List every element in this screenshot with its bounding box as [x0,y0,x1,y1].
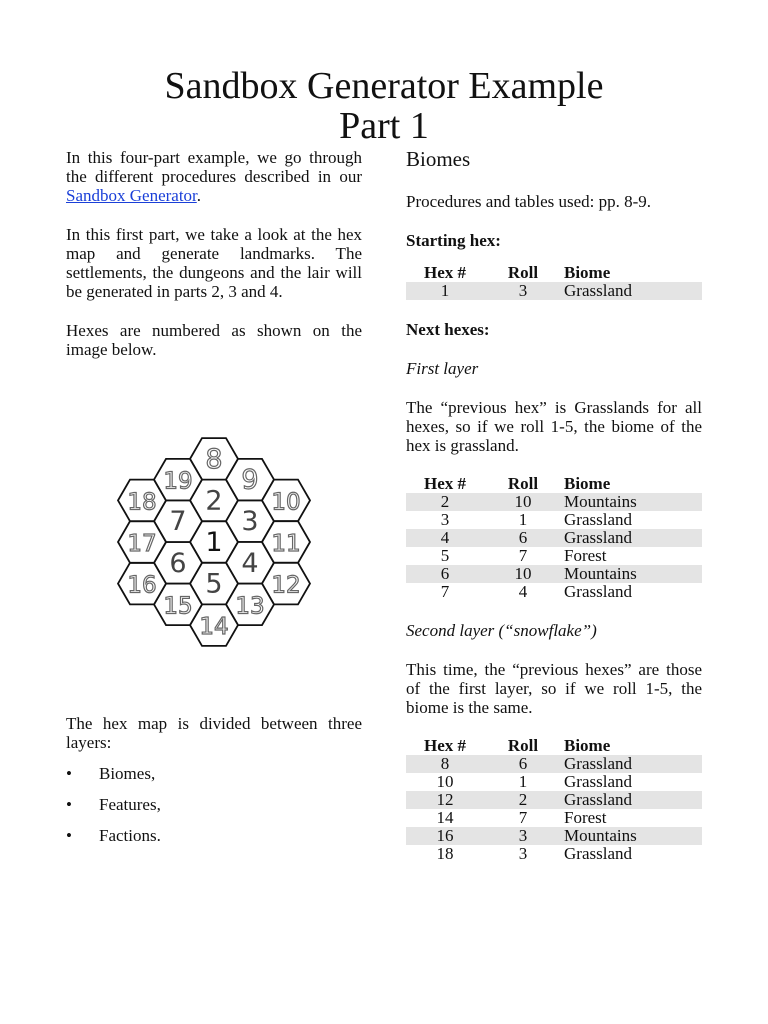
table-cell: 7 [518,546,528,565]
table-row [406,791,702,809]
table-cell: Forest [564,808,607,827]
page-title [0,66,768,146]
table-header-row [406,737,702,755]
table-cell: 10 [484,565,562,583]
table-cell: Grassland [562,282,702,300]
first-layer-text: The “previous hex” is Grasslands for all hexes, so if we roll 1-5, the biome of the hex is grassland. [406,398,702,455]
second-layer-table [406,737,702,863]
table-row [406,565,702,583]
table-cell: 3 [484,827,562,845]
biomes-column [406,146,702,883]
hex-number-label: 5 [205,568,223,600]
hex-number-label: 15 [163,593,193,620]
table-cell: 14 [436,808,454,827]
table-cell: Grassland [564,772,632,791]
table-row [406,773,702,791]
hex-map-image [100,430,330,655]
table-row [406,282,702,300]
table-cell: 4 [518,582,528,601]
column-header: Biome [564,263,611,282]
column-header: Roll [507,736,539,755]
table-cell: Grassland [564,510,632,529]
table-cell: 2 [406,493,484,511]
second-layer-text: This time, the “previous hexes” are those of the first layer, so if we roll 1-5, the biome is the same. [406,660,702,717]
hex-number-label: 7 [169,506,187,538]
table-cell: 7 [440,582,450,601]
table-cell: Forest [564,546,607,565]
column-header: Roll [507,263,539,282]
hex-number-label: 14 [199,614,229,641]
table-cell: 6 [406,565,484,583]
table-cell: 6 [484,529,562,547]
table-row [406,493,702,511]
hex-number-label: 13 [235,593,265,620]
table-cell: 10 [484,493,562,511]
next-hexes-label: Next hexes: [406,320,490,339]
hex-number-label: 18 [127,489,157,516]
procedures-text: Procedures and tables used: pp. 8-9. [406,192,652,211]
table-cell: Grassland [562,791,702,809]
intro-column [66,148,362,379]
table-cell: 10 [436,772,454,791]
intro-paragraph-1: In this four-part example, we go through the different procedures described in our Sandbox Generator. [66,148,362,205]
list-item: • Biomes, [66,764,362,783]
column-header: Hex # [423,263,467,282]
table-row [406,809,702,827]
table-header-row [406,264,702,282]
hex-number-label: 8 [205,443,223,475]
layers-list [66,764,362,845]
title-line-2: Part 1 [339,105,429,147]
column-header: Roll [507,474,539,493]
hex-number-label: 19 [163,468,193,495]
table-cell: 6 [484,755,562,773]
layers-section [66,714,362,857]
starting-hex-table [406,264,702,300]
table-row [406,529,702,547]
intro-paragraph-3: Hexes are numbered as shown on the image below. [66,321,362,359]
hex-number-label: 2 [205,485,223,517]
hex-number-label: 11 [271,531,301,557]
table-cell: Grassland [564,844,632,863]
table-cell: 8 [406,755,484,773]
layers-intro: The hex map is divided between three layers: [66,714,362,752]
table-row [406,827,702,845]
table-cell: 1 [406,282,484,300]
table-row [406,583,702,601]
title-line-1: Sandbox Generator Example [164,65,604,107]
hex-number-label: 16 [127,572,157,599]
table-cell: Grassland [564,582,632,601]
table-cell: Mountains [562,493,702,511]
table-cell: 7 [518,808,528,827]
table-row [406,511,702,529]
table-cell: 4 [406,529,484,547]
table-row [406,547,702,565]
table-cell: 1 [518,772,528,791]
column-header: Hex # [423,736,467,755]
intro-paragraph-2: In this first part, we take a look at the hex map and generate landmarks. The settlements, the dungeons and the lair will be generated in parts 2, 3 and 4. [66,225,362,301]
second-layer-label: Second layer (“snowflake”) [406,621,597,640]
hex-number-label: 1 [205,527,223,558]
starting-hex-label: Starting hex: [406,231,501,250]
table-cell: 1 [518,510,528,529]
table-cell: Grassland [562,529,702,547]
table-cell: 12 [406,791,484,809]
table-cell: 3 [440,510,450,529]
hex-number-label: 10 [271,489,301,516]
column-header: Hex # [423,474,467,493]
hex-number-label: 9 [241,464,259,496]
table-cell: Grassland [562,755,702,773]
table-row [406,755,702,773]
table-cell: 5 [440,546,450,565]
biomes-heading: Biomes [406,147,471,171]
table-cell: Mountains [562,827,702,845]
table-header-row [406,475,702,493]
sandbox-generator-link[interactable]: Sandbox Generator [66,186,197,205]
table-cell: 3 [484,282,562,300]
table-cell: 16 [406,827,484,845]
hex-number-label: 12 [271,572,301,599]
column-header: Biome [564,736,611,755]
hex-number-label: 3 [241,506,259,538]
table-cell: 2 [484,791,562,809]
table-cell: Mountains [562,565,702,583]
hex-number-label: 17 [127,531,157,557]
first-layer-table [406,475,702,601]
list-item: • Features, [66,795,362,814]
list-item: • Factions. [66,826,362,845]
hex-number-label: 6 [169,547,187,579]
first-layer-label: First layer [406,359,479,378]
table-cell: 18 [436,844,454,863]
column-header: Biome [564,474,611,493]
hex-number-label: 4 [241,547,259,579]
table-row [406,845,702,863]
table-cell: 3 [518,844,528,863]
